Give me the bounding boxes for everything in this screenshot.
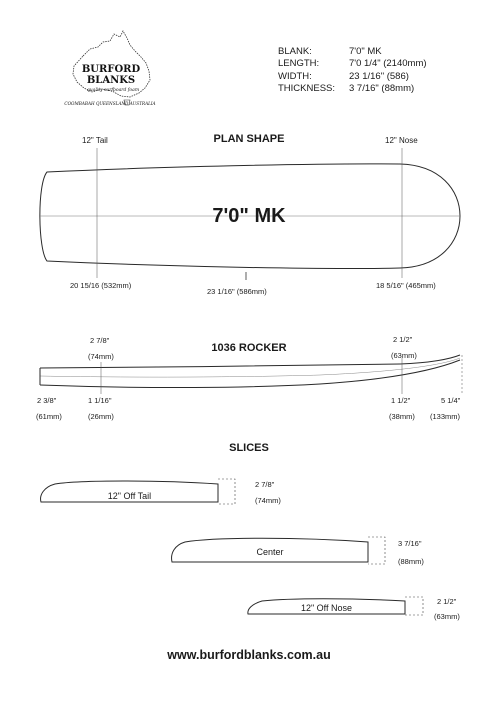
rocker-tail-end-in: 2 3/8" xyxy=(37,396,57,405)
rocker-nose12-in: 2 1/2" xyxy=(393,335,413,344)
slice-center-bracket xyxy=(368,537,385,564)
slice-nose-in: 2 1/2" xyxy=(437,597,457,606)
spec-value-thickness: 3 7/16" (88mm) xyxy=(349,82,415,94)
footer-url[interactable]: www.burfordblanks.com.au xyxy=(167,648,331,662)
logo-tagline: quality surfboard foam xyxy=(86,88,140,93)
logo-location: COOMBABAH QUEENSLAND AUSTRALIA xyxy=(64,101,156,106)
rocker-nose-end-mm: (133mm) xyxy=(430,412,461,421)
plan-model-name: 7'0" MK xyxy=(212,205,286,227)
spec-value-width: 23 1/16" (586) xyxy=(349,70,409,82)
rocker-nose-bottom-in: 1 1/2" xyxy=(391,396,411,405)
rocker-tail-bottom-in: 1 1/16" xyxy=(88,396,112,405)
slice-tail-bracket xyxy=(218,479,235,504)
spec-value-length: 7'0 1/4" (2140mm) xyxy=(349,58,427,70)
slice-tail-in: 2 7/8" xyxy=(255,480,275,489)
spec-label-length: LENGTH: xyxy=(278,58,320,70)
logo-line1: BURFORD xyxy=(81,64,141,75)
rocker-heading: 1036 ROCKER xyxy=(211,342,287,354)
rocker-nose12-mm: (63mm) xyxy=(391,351,417,360)
plan-tail-width: 20 15/16 (532mm) xyxy=(70,281,132,290)
rocker-tail12-in: 2 7/8" xyxy=(90,336,110,345)
spec-label-width: WIDTH: xyxy=(278,70,312,82)
logo-line2: BLANKS xyxy=(86,75,136,86)
slice-tail-label: 12" Off Tail xyxy=(107,491,152,501)
slice-center-label: Center xyxy=(256,547,284,557)
slice-nose-bracket xyxy=(405,597,423,615)
plan-nose-width: 18 5/16" (465mm) xyxy=(376,281,436,290)
rocker-tail-end-mm: (61mm) xyxy=(36,412,62,421)
plan-shape-heading: PLAN SHAPE xyxy=(213,133,285,145)
slice-center-in: 3 7/16" xyxy=(398,539,422,548)
rocker-nose-bottom-mm: (38mm) xyxy=(389,412,415,421)
slice-nose-label: 12" Off Nose xyxy=(300,603,353,613)
rocker-tail12-mm: (74mm) xyxy=(88,352,114,361)
rocker-tail-bottom-mm: (26mm) xyxy=(88,412,114,421)
slices-heading: SLICES xyxy=(229,442,269,454)
spec-label-blank: BLANK: xyxy=(278,46,312,57)
spec-label-thickness: THICKNESS: xyxy=(278,82,336,94)
slice-nose-mm: (63mm) xyxy=(434,612,460,621)
plan-center-width: 23 1/16" (586mm) xyxy=(207,287,267,296)
rocker-nose-end-in: 5 1/4" xyxy=(441,396,461,405)
plan-nose-label: 12" Nose xyxy=(385,136,418,145)
spec-value-blank: 7'0" MK xyxy=(349,46,382,57)
slice-center-mm: (88mm) xyxy=(398,557,424,566)
plan-tail-label: 12" Tail xyxy=(82,136,108,145)
slice-tail-mm: (74mm) xyxy=(255,496,281,505)
